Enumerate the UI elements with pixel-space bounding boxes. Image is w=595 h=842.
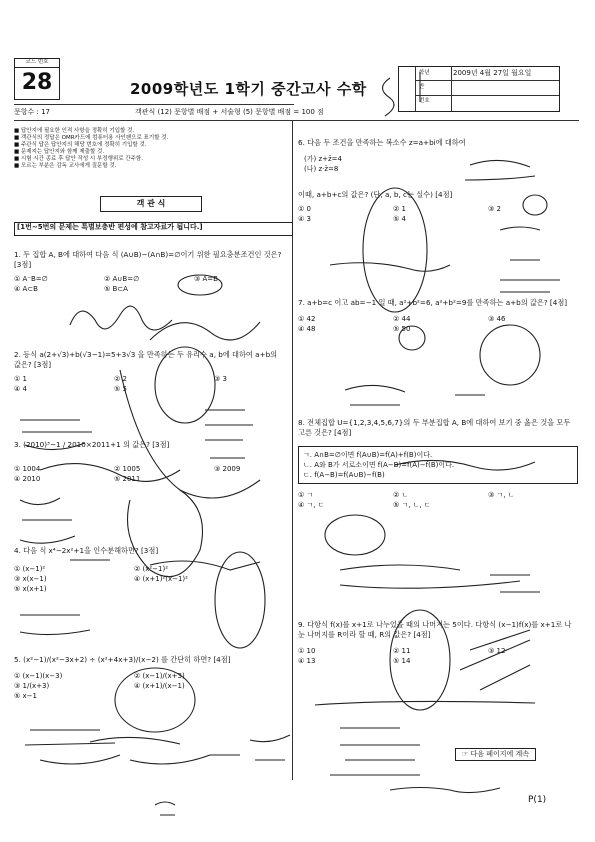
option: ③ 2009	[214, 465, 241, 473]
option: ③ A=B	[194, 275, 218, 283]
question-number: 5.	[14, 655, 21, 664]
notice-item: ■ 시험 시간 종료 후 답안 작성 시 부정행위로 간주함.	[14, 156, 143, 162]
pencil-scribble	[20, 615, 90, 635]
option: ② A∪B=∅	[104, 275, 140, 283]
option: ④ 4	[14, 385, 27, 393]
question-text: 두 집합 A, B에 대하여 다음 식 (A∪B)−(A∩B)=∅이기 위한 필요충분조건인 것은? [3점]	[14, 250, 282, 269]
question-6	[298, 138, 578, 224]
option: ① 1	[14, 375, 27, 383]
notice-item: ■ 객관식의 정답은 OMR카드에 컴퓨터용 사인펜으로 표기할 것.	[14, 135, 169, 141]
choice-item: ㄴ. A와 B가 서로소이면 f(A−B)=f(A)−f(B)이다.	[303, 461, 455, 469]
option: ③ ㄱ, ㄴ	[488, 491, 515, 499]
option: ② (x−1)/(x+3)	[134, 672, 185, 680]
question-count: 문항수 : 17	[14, 108, 51, 116]
section-instruction: [1번~5번의 문제는 특별보충반 편성에 참고자료가 됩니다.]	[14, 222, 293, 236]
option: ④ (x+1)²(x−1)²	[134, 575, 188, 583]
pencil-scribble	[315, 701, 535, 775]
option: ③ 1/(x+3)	[14, 682, 50, 690]
question-number: 7.	[298, 298, 305, 307]
question-5	[14, 655, 284, 701]
option: ⑤ x(x+1)	[14, 585, 47, 593]
notice-list	[14, 128, 289, 170]
pencil-scribble	[330, 263, 450, 272]
option: ⑤ 2011	[114, 475, 141, 483]
question-1	[14, 250, 284, 294]
question-text: (x²−1)/(x²−3x+2) ÷ (x²+4x+3)/(x−2) 를 간단히 하면? [4점]	[23, 655, 231, 664]
option: ① 0	[298, 205, 311, 213]
question-2	[14, 350, 284, 394]
option: ③ x(x−1)	[14, 575, 47, 583]
question-text: 다항식 f(x)를 x+1로 나누었을 때의 나머지는 5이다. 다항식 (x−1)f(x)를 x+1로 나눈 나머지를 R이라 할 때, R의 값은? [4점]	[298, 620, 572, 639]
option: ② (x²−1)²	[134, 565, 169, 573]
option: ④ 13	[298, 657, 316, 665]
notice-item: ■ 문제지는 답안지와 함께 제출할 것.	[14, 149, 105, 155]
option: ⑤ 14	[393, 657, 411, 665]
code-label: 코드 번호	[15, 59, 59, 68]
option: ④ 2010	[14, 475, 41, 483]
option: ⑤ 5	[114, 385, 127, 393]
notice-item: ■ 주관식 답은 답안지의 해당 번호에 정확히 기입할 것.	[14, 142, 147, 148]
question-3	[14, 440, 284, 484]
scoring-info: 객관식 (12) 문항별 배점 + 서술형 (5) 문항별 배점 = 100 점	[135, 108, 324, 116]
answer-circle-mark	[325, 515, 385, 555]
option: ② ㄴ	[393, 491, 409, 499]
pencil-scribble	[345, 385, 485, 405]
option: ① 42	[298, 315, 316, 323]
option: ② 44	[393, 315, 411, 323]
choice-item: ㄷ. f(A−B)=f(A∪B)−f(B)	[303, 471, 385, 479]
answer-circle-mark	[480, 325, 540, 385]
pencil-scribble	[70, 306, 172, 330]
option: ① (x−1)(x−3)	[14, 672, 63, 680]
question-9	[298, 620, 578, 666]
code-box	[14, 58, 60, 100]
grid-label-class: 반	[419, 84, 425, 90]
question-number: 6.	[298, 138, 305, 147]
option: ③ 46	[488, 315, 506, 323]
question-number: 1.	[14, 250, 21, 259]
student-info-grid	[398, 66, 560, 112]
question-text: 등식 a(2+√3)+b(√3−1)=5+3√3 을 만족하는 두 유리수 a, b에 대하여 a+b의 값은? [3점]	[14, 350, 278, 369]
question-text: 다음 식 x⁴−2x²+1을 인수분해하면? [3점]	[23, 546, 159, 555]
option: ① (x−1)²	[14, 565, 46, 573]
page-number: P(1)	[528, 795, 547, 805]
option: ① ㄱ	[298, 491, 314, 499]
section-title: 객 관 식	[100, 196, 202, 212]
pencil-scribble	[390, 788, 500, 793]
option: ② 1005	[114, 465, 141, 473]
option: ④ (x+1)/(x−1)	[134, 682, 185, 690]
option: ④ ㄱ, ㄷ	[298, 501, 325, 509]
pencil-scribble	[155, 802, 175, 815]
grid-label-grade: 학년	[419, 70, 430, 76]
option: ⑤ 4	[393, 215, 406, 223]
question-text: 다음 두 조건을 만족하는 복소수 z=a+bi에 대하여	[307, 138, 466, 147]
option: ⑤ ㄱ, ㄴ, ㄷ	[393, 501, 431, 509]
question-number: 8.	[298, 418, 305, 427]
option: ④ 48	[298, 325, 316, 333]
choice-item: ㄱ. A∩B=∅이면 f(A∪B)=f(A)+f(B)이다.	[303, 451, 433, 459]
option: ① A⁻B=∅	[14, 275, 48, 283]
question-text: (2010)³−1 / 2010×2011+1 의 값은? [3점]	[23, 440, 170, 449]
condition: (나) z·z̄=8	[304, 165, 339, 173]
pencil-scribble	[130, 735, 290, 764]
option: ④ 3	[298, 215, 311, 223]
option: ② 2	[114, 375, 127, 383]
question-8	[298, 418, 578, 510]
column-divider	[292, 120, 293, 780]
question-7	[298, 298, 578, 334]
question-number: 4.	[14, 546, 21, 555]
choice-box	[298, 446, 578, 484]
exam-date: 2009년 4월 27일 월요일	[453, 69, 532, 77]
pencil-scribble	[20, 498, 75, 543]
question-text: 전체집합 U={1,2,3,4,5,6,7}의 두 부분집합 A, B에 대하여 보기 중 옳은 것을 모두 고른 것은? [4점]	[298, 418, 571, 437]
option: ② 11	[393, 647, 411, 655]
pencil-scribble	[340, 565, 540, 592]
question-number: 9.	[298, 620, 305, 629]
next-page-note: ☞ 다음 페이지에 계속	[455, 748, 536, 761]
condition: (가) z+z̄=4	[304, 155, 342, 163]
question-text-2: 이때, a+b+c의 값은? (단, a, b, c는 실수) [4점]	[298, 190, 453, 199]
question-number: 3.	[14, 440, 21, 449]
option: ① 1004	[14, 465, 41, 473]
page-title: 2009학년도 1학기 중간고사 수학	[130, 80, 367, 98]
question-number: 2.	[14, 350, 21, 359]
code-number: 28	[21, 70, 53, 95]
pencil-scribble	[150, 322, 260, 340]
option: ⑤ B⊂A	[104, 285, 128, 293]
option: ① 10	[298, 647, 316, 655]
pencil-scribble	[25, 730, 180, 764]
option: ③ 12	[488, 647, 506, 655]
option: ③ 2	[488, 205, 501, 213]
option: ④ A⊂B	[14, 285, 38, 293]
option: ⑤ x−1	[14, 692, 37, 700]
option: ② 1	[393, 205, 406, 213]
grid-label-number: 번호	[419, 98, 430, 104]
option: ⑤ 50	[393, 325, 411, 333]
question-4	[14, 546, 284, 594]
notice-item: ■ 답안지에 필요한 인적 사항을 정확히 기입할 것.	[14, 128, 135, 134]
option: ③ 3	[214, 375, 227, 383]
question-text: a+b=c 이고 ab=−1 일 때, a²+b²=6, a²+b²=9를 만족하는 a+b의 값은? [4점]	[307, 298, 568, 307]
notice-item: ■ 모르는 부분은 감독 교사에게 질문할 것.	[14, 163, 117, 169]
